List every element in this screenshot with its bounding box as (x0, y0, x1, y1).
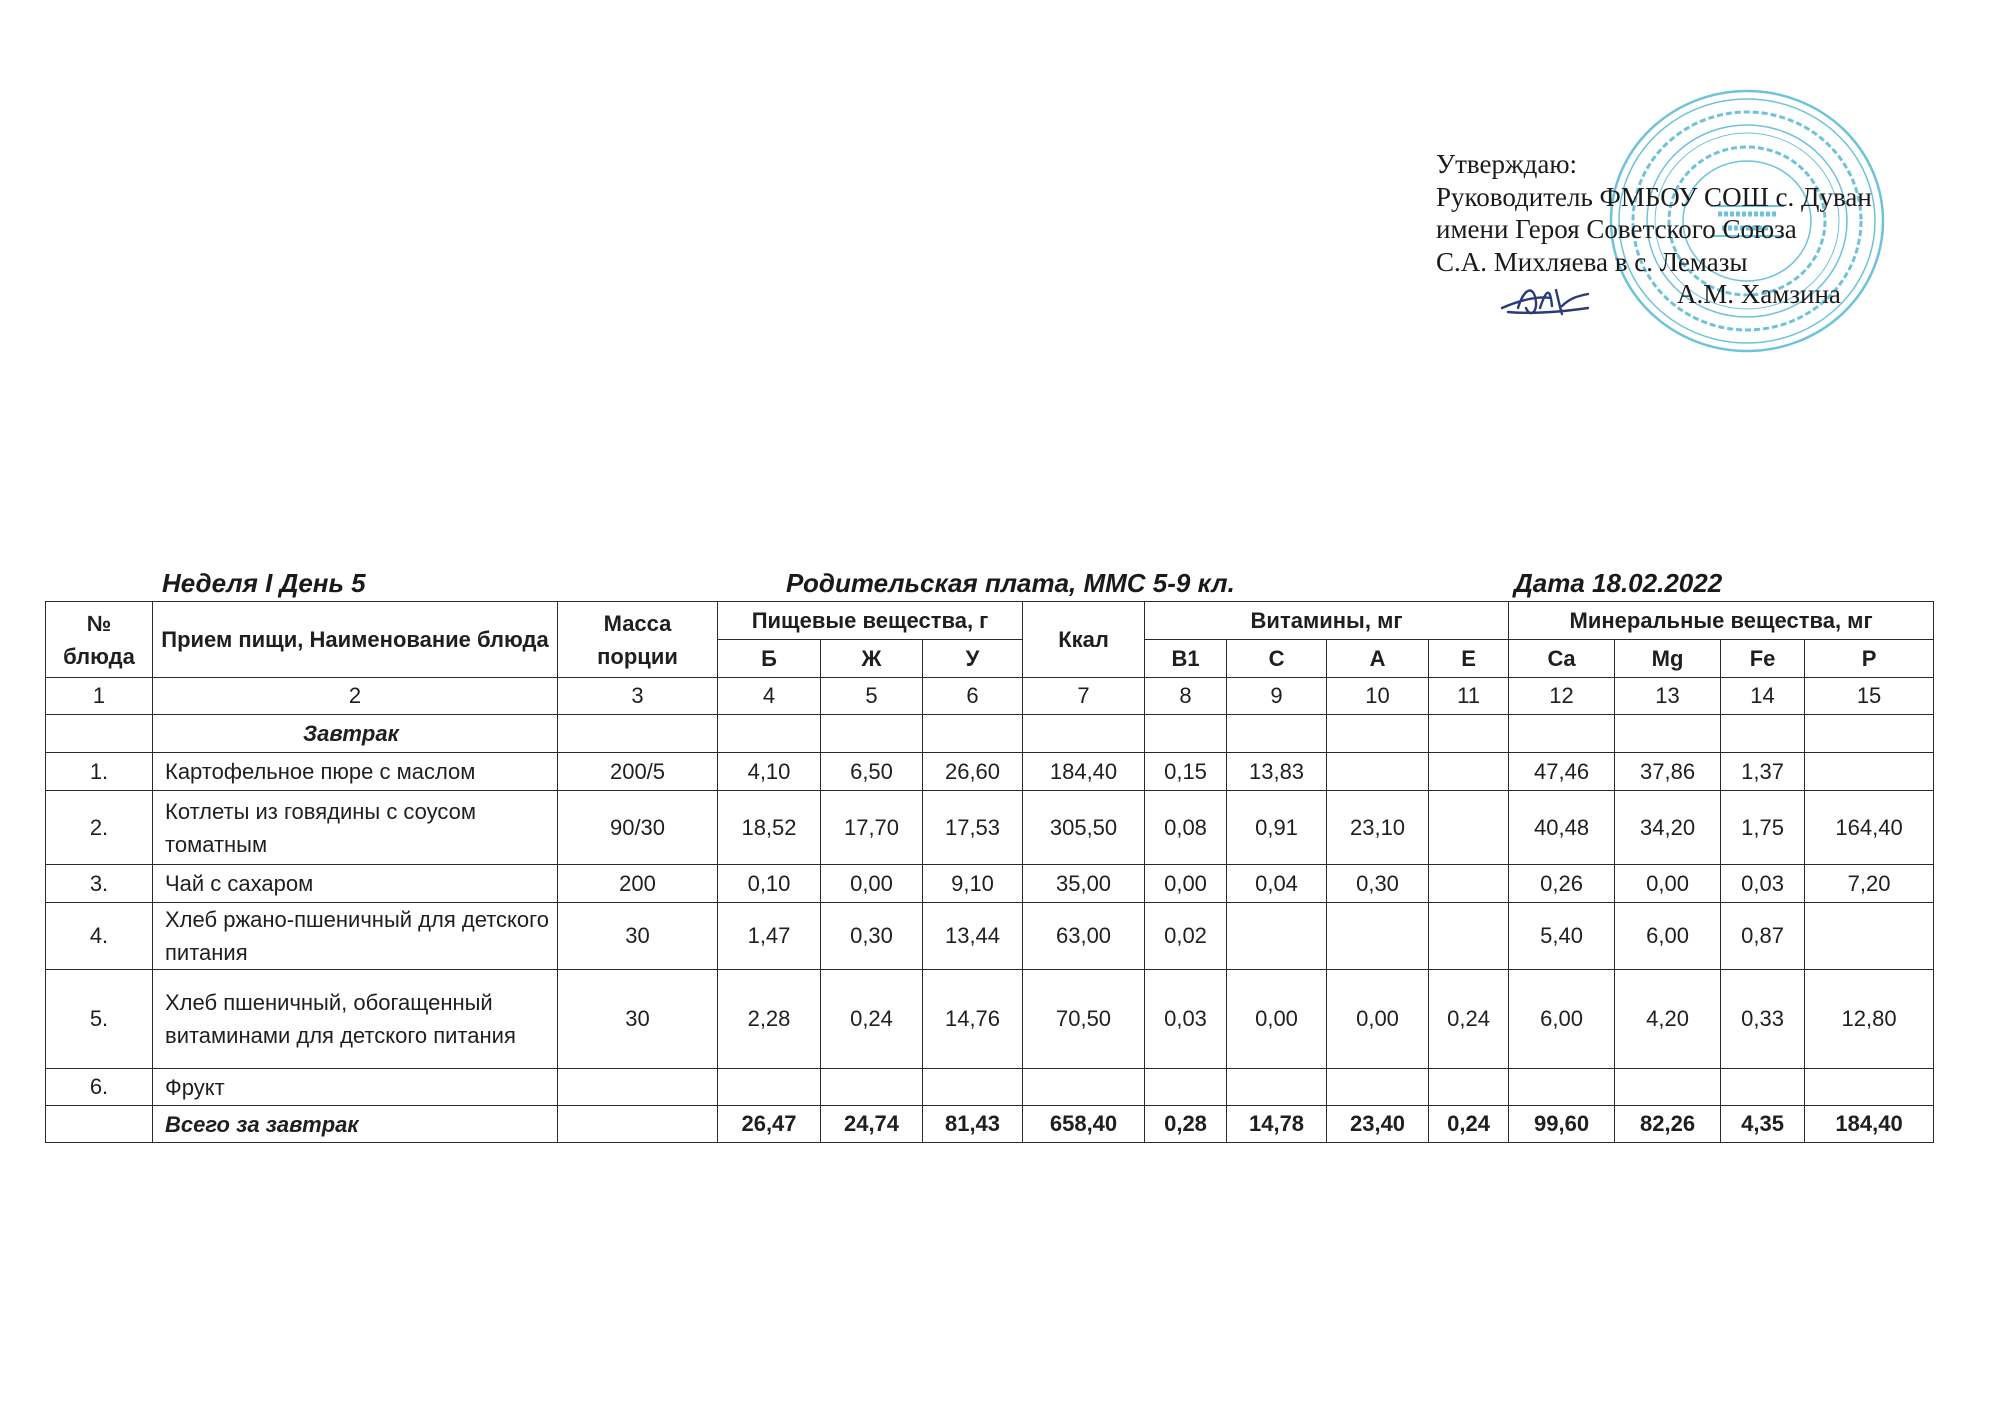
cell-p (1805, 753, 1934, 791)
cell-mg: 4,20 (1615, 970, 1721, 1069)
total-zh: 24,74 (821, 1106, 923, 1143)
col-header-p: P (1805, 640, 1934, 678)
column-number: 14 (1721, 678, 1805, 715)
total-c: 14,78 (1227, 1106, 1327, 1143)
cell-u: 9,10 (923, 865, 1023, 903)
cell-u: 13,44 (923, 903, 1023, 970)
cell-zh: 0,24 (821, 970, 923, 1069)
column-number: 6 (923, 678, 1023, 715)
table-row (46, 865, 1934, 903)
dish-name: Котлеты из говядины с соусом томатным (153, 791, 558, 865)
total-fe: 4,35 (1721, 1106, 1805, 1143)
table-row (46, 753, 1934, 791)
cell-zh: 17,70 (821, 791, 923, 865)
total-row (46, 1106, 1934, 1143)
approval-block (1436, 148, 1872, 311)
cell-mg (1615, 1069, 1721, 1106)
cell-a (1327, 753, 1429, 791)
cell-u (923, 1069, 1023, 1106)
total-label: Всего за завтрак (153, 1106, 558, 1143)
cell-zh: 0,30 (821, 903, 923, 970)
column-number: 8 (1145, 678, 1227, 715)
cell-e (1429, 791, 1509, 865)
cell-u: 17,53 (923, 791, 1023, 865)
cell-c: 0,04 (1227, 865, 1327, 903)
table-row (46, 970, 1934, 1069)
dish-mass: 90/30 (558, 791, 718, 865)
dish-name: Чай с сахаром (153, 865, 558, 903)
cell-c (1227, 1069, 1327, 1106)
dish-num: 2. (46, 791, 153, 865)
column-number: 13 (1615, 678, 1721, 715)
column-number: 9 (1227, 678, 1327, 715)
cell-zh (821, 1069, 923, 1106)
cell-ca: 5,40 (1509, 903, 1615, 970)
cell-fe (1721, 1069, 1805, 1106)
col-header-e: Е (1429, 640, 1509, 678)
total-u: 81,43 (923, 1106, 1023, 1143)
cell-b1: 0,15 (1145, 753, 1227, 791)
col-header-mass: Масса порции (558, 602, 718, 678)
column-number: 11 (1429, 678, 1509, 715)
cell-p: 12,80 (1805, 970, 1934, 1069)
cell-kcal: 35,00 (1023, 865, 1145, 903)
cell-mg: 6,00 (1615, 903, 1721, 970)
dish-name: Картофельное пюре с маслом (153, 753, 558, 791)
total-mass (558, 1106, 718, 1143)
cell-ca: 6,00 (1509, 970, 1615, 1069)
cell-ca: 40,48 (1509, 791, 1615, 865)
total-p: 184,40 (1805, 1106, 1934, 1143)
cell-p: 164,40 (1805, 791, 1934, 865)
approval-line: Утверждаю: (1436, 149, 1578, 179)
cell-zh: 0,00 (821, 865, 923, 903)
col-header-vitamins: Витамины, мг (1145, 602, 1509, 640)
cell-c: 0,91 (1227, 791, 1327, 865)
approval-line: С.А. Михляева в с. Лемазы (1436, 246, 1748, 277)
table-header-row (46, 602, 1934, 640)
menu-table (45, 601, 1934, 1143)
dish-mass: 30 (558, 903, 718, 970)
cell-p (1805, 903, 1934, 970)
total-e: 0,24 (1429, 1106, 1509, 1143)
dish-num: 4. (46, 903, 153, 970)
cell-kcal: 184,40 (1023, 753, 1145, 791)
cell-b: 1,47 (718, 903, 821, 970)
cell-e (1429, 903, 1509, 970)
cell-b1: 0,08 (1145, 791, 1227, 865)
col-header-zh: Ж (821, 640, 923, 678)
cell-fe: 0,33 (1721, 970, 1805, 1069)
dish-mass: 200/5 (558, 753, 718, 791)
column-number: 1 (46, 678, 153, 715)
column-number: 4 (718, 678, 821, 715)
cell-b: 4,10 (718, 753, 821, 791)
total-num (46, 1106, 153, 1143)
cell-e (1429, 753, 1509, 791)
column-number: 7 (1023, 678, 1145, 715)
col-header-nutrients: Пищевые вещества, г (718, 602, 1023, 640)
cell-zh: 6,50 (821, 753, 923, 791)
cell-b1: 0,02 (1145, 903, 1227, 970)
approval-signer: А.М. Хамзина (1677, 279, 1841, 309)
cell-e (1429, 865, 1509, 903)
section-title: Завтрак (153, 715, 558, 753)
cell-kcal: 305,50 (1023, 791, 1145, 865)
column-number: 2 (153, 678, 558, 715)
payment-label: Родительская плата, ММС 5-9 кл. (786, 568, 1235, 598)
cell-a: 23,10 (1327, 791, 1429, 865)
total-kcal: 658,40 (1023, 1106, 1145, 1143)
approval-line: Руководитель ФМБОУ СОШ с. Дуван (1436, 181, 1872, 212)
dish-name: Фрукт (153, 1069, 558, 1106)
column-number: 15 (1805, 678, 1934, 715)
total-a: 23,40 (1327, 1106, 1429, 1143)
column-number: 10 (1327, 678, 1429, 715)
cell-fe: 1,75 (1721, 791, 1805, 865)
cell-ca: 0,26 (1509, 865, 1615, 903)
col-header-num: № блюда (46, 602, 153, 678)
cell-a (1327, 1069, 1429, 1106)
dish-num: 5. (46, 970, 153, 1069)
total-ca: 99,60 (1509, 1106, 1615, 1143)
column-numbers-row (46, 678, 1934, 715)
approval-line: имени Героя Советского Союза (1436, 214, 1797, 244)
col-header-c: С (1227, 640, 1327, 678)
cell-ca (1509, 1069, 1615, 1106)
date-label: Дата 18.02.2022 (1514, 568, 1723, 598)
dish-name: Хлеб пшеничный, обогащенный витаминами для детского питания (153, 970, 558, 1069)
cell-kcal: 63,00 (1023, 903, 1145, 970)
cell-kcal: 70,50 (1023, 970, 1145, 1069)
col-header-a: А (1327, 640, 1429, 678)
cell-p: 7,20 (1805, 865, 1934, 903)
total-mg: 82,26 (1615, 1106, 1721, 1143)
cell-c: 13,83 (1227, 753, 1327, 791)
cell-fe: 1,37 (1721, 753, 1805, 791)
week-day-label: Неделя I День 5 (162, 568, 366, 598)
col-header-minerals: Минеральные вещества, мг (1509, 602, 1934, 640)
cell-p (1805, 1069, 1934, 1106)
column-number: 5 (821, 678, 923, 715)
cell-fe: 0,87 (1721, 903, 1805, 970)
cell-ca: 47,46 (1509, 753, 1615, 791)
total-b1: 0,28 (1145, 1106, 1227, 1143)
cell-c: 0,00 (1227, 970, 1327, 1069)
section-row (46, 715, 1934, 753)
cell-b1: 0,03 (1145, 970, 1227, 1069)
cell-b: 0,10 (718, 865, 821, 903)
cell-mg: 34,20 (1615, 791, 1721, 865)
dish-name: Хлеб ржано-пшеничный для детского питания (153, 903, 558, 970)
total-b: 26,47 (718, 1106, 821, 1143)
table-row (46, 903, 1934, 970)
cell-mg: 0,00 (1615, 865, 1721, 903)
cell-kcal (1023, 1069, 1145, 1106)
cell-a (1327, 903, 1429, 970)
cell-c (1227, 903, 1327, 970)
cell-b: 2,28 (718, 970, 821, 1069)
table-row (46, 791, 1934, 865)
dish-mass (558, 1069, 718, 1106)
cell-b1 (1145, 1069, 1227, 1106)
cell-a: 0,30 (1327, 865, 1429, 903)
dish-num: 1. (46, 753, 153, 791)
col-header-u: У (923, 640, 1023, 678)
col-header-mg: Mg (1615, 640, 1721, 678)
col-header-b1: В1 (1145, 640, 1227, 678)
cell-fe: 0,03 (1721, 865, 1805, 903)
col-header-fe: Fe (1721, 640, 1805, 678)
cell-mg: 37,86 (1615, 753, 1721, 791)
column-number: 3 (558, 678, 718, 715)
table-row (46, 1069, 1934, 1106)
cell-e: 0,24 (1429, 970, 1509, 1069)
cell-b: 18,52 (718, 791, 821, 865)
cell-b1: 0,00 (1145, 865, 1227, 903)
dish-num: 3. (46, 865, 153, 903)
col-header-b: Б (718, 640, 821, 678)
menu-header (0, 568, 2000, 602)
cell-u: 14,76 (923, 970, 1023, 1069)
cell-e (1429, 1069, 1509, 1106)
dish-num: 6. (46, 1069, 153, 1106)
col-header-kcal: Ккал (1023, 602, 1145, 678)
dish-mass: 200 (558, 865, 718, 903)
col-header-name: Прием пищи, Наименование блюда (153, 602, 558, 678)
column-number: 12 (1509, 678, 1615, 715)
cell-u: 26,60 (923, 753, 1023, 791)
cell-b (718, 1069, 821, 1106)
cell-a: 0,00 (1327, 970, 1429, 1069)
dish-mass: 30 (558, 970, 718, 1069)
col-header-ca: Ca (1509, 640, 1615, 678)
